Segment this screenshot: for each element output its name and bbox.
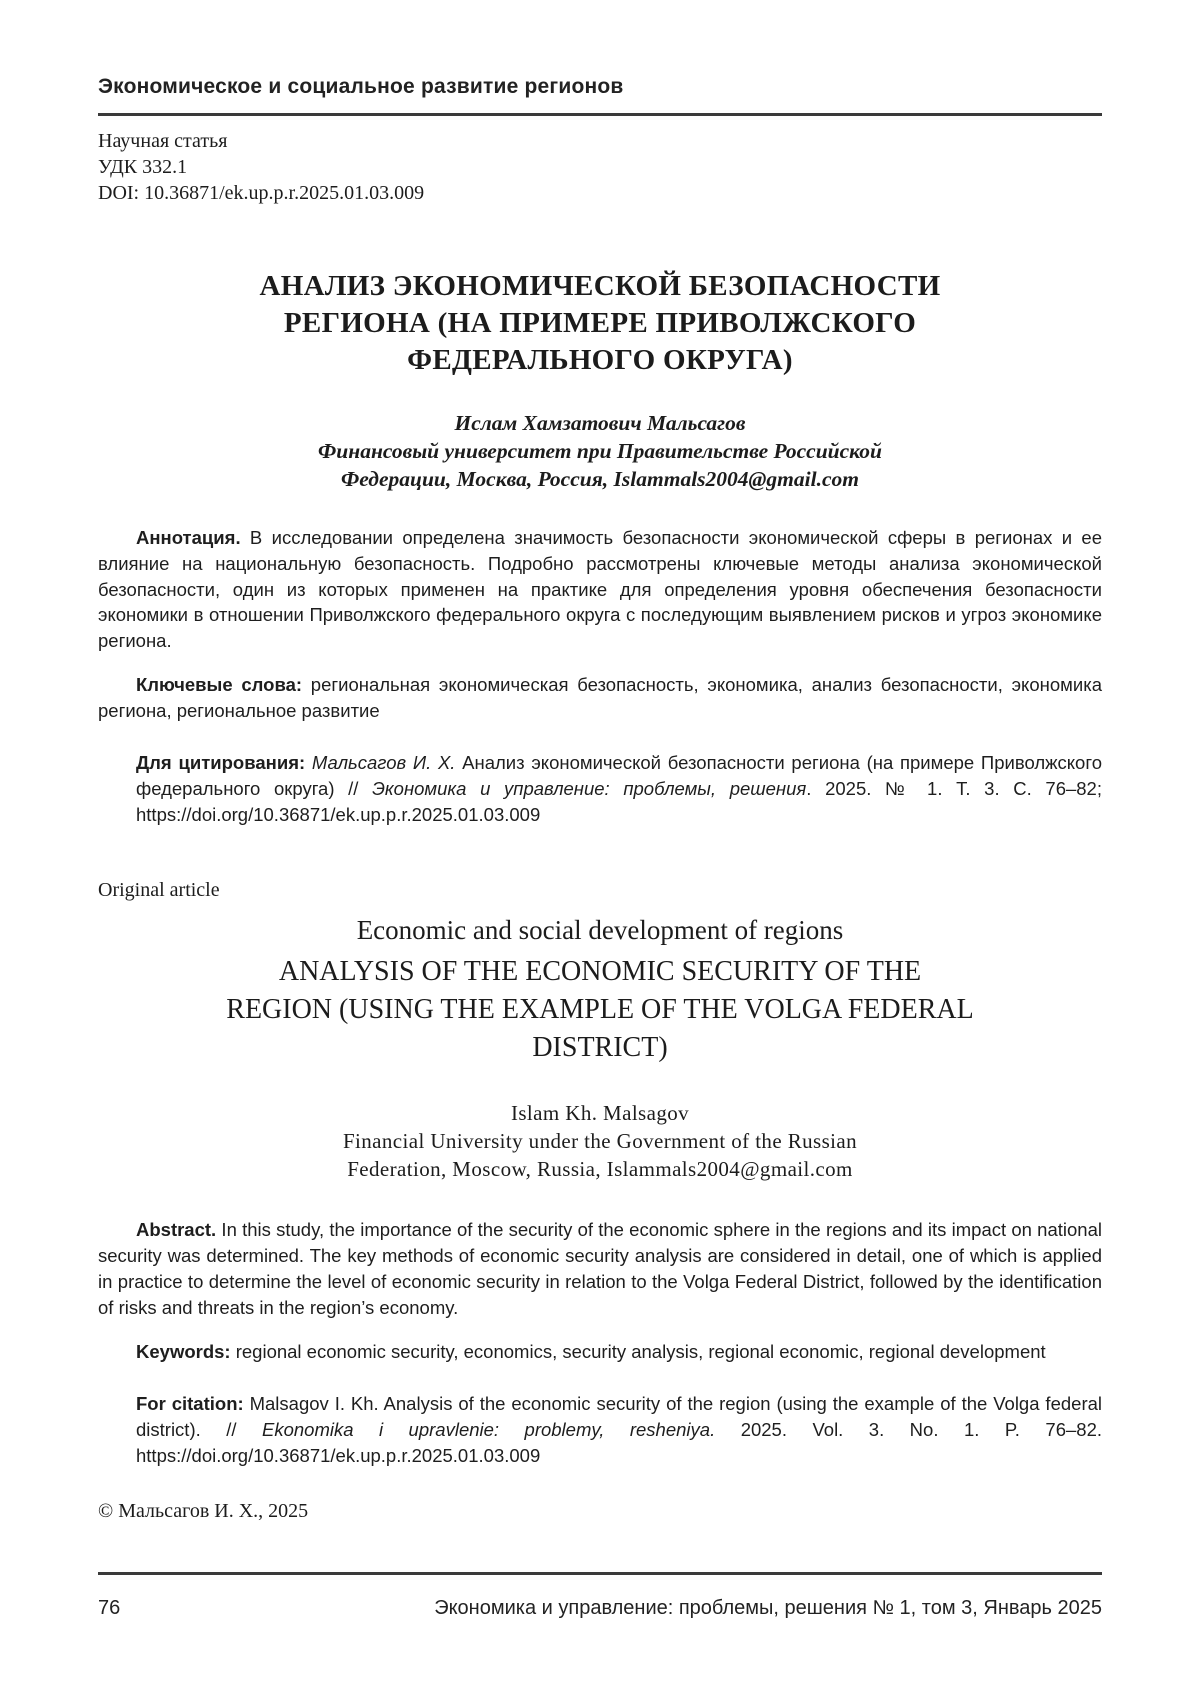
article-type-label: Научная статья	[98, 130, 228, 152]
page-number: 76	[98, 1597, 121, 1619]
page-footer	[98, 1572, 1102, 1620]
article-title-ru	[98, 268, 1102, 379]
author-name-ru: Ислам Хамзатович Мальсагов	[454, 411, 746, 435]
keywords-en: Keywords: regional economic security, economics, security analysis, regional economic, regional development	[136, 1341, 1046, 1363]
article-title-en	[98, 953, 1102, 1067]
citation-en: For citation: Malsagov I. Kh. Analysis of the economic security of the region (using the example of the Volga federal district). // Ekonomika i upravlenie: problemy, resheniya. 2025. Vol. 3. No. 1. P. 76–82. https://doi.org/10.36871/ek.up.p.r.2025.01.03.009	[136, 1392, 1103, 1466]
header-rule	[98, 113, 1102, 116]
journal-footer-line: Экономика и управление: проблемы, решения № 1, том 3, Январь 2025	[434, 1597, 1102, 1619]
abstract-ru: Аннотация. В исследовании определена значимость безопасности экономической сферы в регионах и ее влияние на национальную безопасность. Подробно рассмотрены ключевые методы анализа экономической безопасности, один из которых применен на практике для определения уровня обеспечения безопасности экономики в отношении Приволжского федерального округа с последующим выявлением рисков и угроз экономике региона.	[98, 527, 1102, 652]
article-meta	[98, 128, 1102, 206]
article-title-en-line: DISTRICT)	[532, 1032, 668, 1064]
citation-ru: Для цитирования: Мальсагов И. Х. Анализ экономической безопасности региона (на примере Приволжского федерального округа) // Экономика и управление: проблемы, решения. 2025. № 1. Т. 3. С. 76–82; https://doi.org/10.36871/ek.up.p.r.2025.01.03.009	[136, 752, 1102, 825]
running-head: Экономическое и социальное развитие регионов	[98, 75, 624, 98]
affiliation-ru-line: Финансовый университет при Правительстве Российской	[318, 439, 882, 463]
article-title-ru-line: ФЕДЕРАЛЬНОГО ОКРУГА)	[407, 344, 793, 376]
doi-line: DOI: 10.36871/ek.up.p.r.2025.01.03.009	[98, 182, 425, 204]
footer-rule	[98, 1572, 1102, 1575]
udc-code: УДК 332.1	[98, 156, 188, 178]
affiliation-en-line: Financial University under the Government of the Russian	[342, 1129, 858, 1154]
article-title-en-line: ANALYSIS OF THE ECONOMIC SECURITY OF THE	[278, 956, 922, 988]
affiliation-ru-line: Федерации, Москва, Россия, Islammals2004@gmail.com	[341, 467, 859, 491]
copyright-line: © Мальсагов И. Х., 2025	[98, 1500, 309, 1523]
author-affiliation-ru	[98, 409, 1102, 493]
abstract-en: Abstract. In this study, the importance of the security of the economic sphere in the regions and its impact on national security was determined. The key methods of economic security analysis are considered in detail, one of which is applied in practice to determine the level of economic security in relation to the Volga Federal District, followed by the identification of risks and threats in the region’s economy.	[98, 1219, 1102, 1318]
section-title-en: Economic and social development of regions	[356, 915, 844, 946]
article-title-ru-line: РЕГИОНА (НА ПРИМЕРЕ ПРИВОЛЖСКОГО	[283, 307, 917, 339]
affiliation-en-line: Federation, Moscow, Russia, Islammals2004@gmail.com	[347, 1157, 853, 1182]
author-affiliation-en	[98, 1099, 1102, 1183]
article-type-label-en: Original article	[98, 879, 220, 902]
article-title-en-line: REGION (USING THE EXAMPLE OF THE VOLGA FEDERAL	[226, 994, 974, 1026]
author-name-en: Islam Kh. Malsagov	[510, 1101, 690, 1126]
article-title-ru-line: АНАЛИЗ ЭКОНОМИЧЕСКОЙ БЕЗОПАСНОСТИ	[259, 270, 941, 302]
keywords-ru: Ключевые слова: региональная экономическая безопасность, экономика, анализ безопасности, экономика региона, региональное развитие	[98, 674, 1102, 722]
